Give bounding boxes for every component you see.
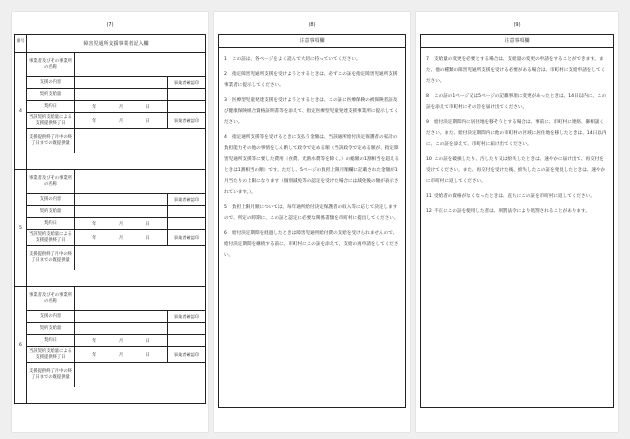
note-number: 9 [426,120,429,125]
stamp-label: 事業者確認印 [167,194,205,205]
label-content: 支援の内容 [27,311,75,322]
value-content[interactable] [75,311,167,322]
value-end-amount[interactable] [75,129,205,153]
block-number: 5 [15,170,27,286]
note-text: 給付決定期間を経過したときは障害児通所給付費の支給を受けられませんので、給付決定期間を継続する前に、市町村にこの証を添えて、支給の再申請をしてください。 [224,231,399,258]
label-content: 支援の内容 [27,77,75,88]
row-amount [27,89,205,101]
note-number: 8 [426,94,429,99]
year-label: 年 [92,104,97,110]
value-contract-date[interactable] [75,218,167,229]
row-content [27,194,205,206]
row-business [27,170,205,194]
row-end-date [27,113,205,129]
row-end-amount [27,129,205,153]
page-number: (8) [308,22,316,28]
notes-header: 注意事項欄 [219,35,405,48]
stamp-cell[interactable] [167,323,205,334]
value-content[interactable] [75,194,167,205]
stamp-cell[interactable] [167,206,205,217]
month-label: 月 [118,104,124,110]
label-contract-date: 契約日 [27,218,75,229]
row-business [27,53,205,77]
label-contract-amount: 契約支給量 [27,323,75,334]
notes-header: 注意事項欄 [421,35,613,48]
note-item [224,95,400,128]
label-end-amount: 支援提供終了月中の終了日までの既提供量 [27,363,75,387]
day-label: 日 [145,118,150,124]
day-label: 日 [145,221,150,227]
label-end-date: 当該契約支給量による支援提供終了日 [27,230,75,245]
table-title: 障害児通所支援事業者記入欄 [83,41,149,47]
block-rows [27,53,205,169]
note-number: 11 [426,194,432,199]
month-label: 月 [118,118,124,124]
row-amount [27,206,205,218]
note-item [224,202,400,224]
note-number: 10 [426,157,432,162]
note-text: 支給量の変更を必要とする場合は、支給量の変更の申請をすることができます。また、他の種類の障害児通所支援を受ける必要がある場合は、市町村に支給申請をしてください。 [426,57,606,84]
note-item [224,132,400,198]
note-text: 指定通所支援等を受けるときに支払う金額は、当該通所給付決定保護者の家計の負担能力その他の事情をしん酌して政令で定める額（当該政令で定める額が、指定障害児通所支援等に要した費用（食費、光熱水費等を除く。）の総額の1割相当を超えるときは1割相当の額）です。ただし、5ページの負担上限月額欄に記載された金額が1月当たりの上限になります（個別減免等の認定を受けた場合には減免後の額が表示されています。）。 [224,135,400,195]
year-label: 年 [92,221,97,227]
note-number: 4 [224,135,227,140]
stamp-label: 事業者確認印 [167,311,205,322]
day-label: 日 [145,235,150,241]
note-text: 不正にこの証を使用した者は、刑罰法令により処罰されることがあります。 [434,209,590,214]
value-end-date[interactable] [75,230,167,245]
month-label: 月 [118,338,124,344]
year-label: 年 [92,235,97,241]
row-business [27,287,205,311]
stamp-cell[interactable] [167,218,205,229]
row-end-amount [27,363,205,387]
note-item [426,91,608,113]
page-7 [12,12,208,432]
label-end-date: 当該契約支給量による支援提供終了日 [27,113,75,128]
block-number: 4 [15,53,27,169]
page-number: (7) [106,22,114,28]
label-end-amount: 支援提供終了月中の終了日までの既提供量 [27,246,75,270]
label-contract-date: 契約日 [27,335,75,346]
entry-block [15,170,205,287]
value-contract-amount[interactable] [75,206,167,217]
label-content: 支援の内容 [27,194,75,205]
note-item [426,54,608,87]
notes-box [218,34,406,408]
month-label: 月 [118,352,124,358]
label-end-amount: 支援提供終了月中の終了日までの既提供量 [27,129,75,153]
label-contract-date: 契約日 [27,101,75,112]
row-end-amount [27,246,205,270]
provider-entry-table [14,34,206,404]
value-contract-date[interactable] [75,101,167,112]
year-label: 年 [92,338,97,344]
label-contract-amount: 契約支給量 [27,206,75,217]
note-text: 受給者の資格がなくなったときは、直ちにこの証を市町村に返してください。 [434,194,595,199]
block-rows [27,170,205,286]
note-text: この証の1ページ又は5ページの記載事項に変更があったときは、14日以内に、この証を添えて市町村にその旨を届け出てください。 [426,94,607,110]
label-end-date: 当該契約支給量による支援提供終了日 [27,347,75,362]
value-end-amount[interactable] [75,246,205,270]
label-business: 事業者及びその事業所の名称 [27,170,75,193]
block-rows [27,287,205,404]
note-item [224,54,400,65]
month-label: 月 [118,235,124,241]
row-end-date [27,230,205,246]
row-amount [27,323,205,335]
entry-block [15,287,205,404]
note-number: 2 [224,72,227,77]
value-contract-amount[interactable] [75,323,167,334]
table-header [15,35,205,53]
note-number: 3 [224,98,227,103]
page-9 [416,12,618,432]
stamp-cell[interactable] [167,335,205,346]
day-label: 日 [145,352,150,358]
note-item [224,69,400,91]
note-item [426,117,608,150]
stamp-label: 事業者確認印 [167,347,205,362]
note-text: 指定障害児通所支援を受けようとするときは、必ずこの証を指定障害児通所支援事業者に提示してください。 [224,72,398,88]
value-end-amount[interactable] [75,363,205,387]
year-label: 年 [92,352,97,358]
value-business[interactable] [75,53,205,76]
month-label: 月 [118,221,124,227]
note-text: 医療型児童発達支援を受けようとするときは、この証に医療保険の被保険者証及び健康保険組合資格証明書等を添えて、指定医療型児童発達支援事業所に提示してください。 [224,98,399,125]
stamp-label: 事業者確認印 [167,113,205,128]
entry-block [15,53,205,170]
note-number: 5 [224,205,227,210]
value-business[interactable] [75,170,205,193]
note-number: 1 [224,57,227,62]
note-number: 6 [224,231,227,236]
row-end-date [27,347,205,363]
page-8 [214,12,410,432]
stamp-cell[interactable] [167,101,205,112]
value-contract-date[interactable] [75,335,167,346]
label-business: 事業者及びその事業所の名称 [27,287,75,310]
label-business: 事業者及びその事業所の名称 [27,53,75,76]
value-end-date[interactable] [75,347,167,362]
stamp-label: 事業者確認印 [167,230,205,245]
number-header: 番号 [15,35,27,52]
label-contract-amount: 契約支給量 [27,89,75,100]
note-item [426,191,608,202]
note-item [224,228,400,261]
value-business[interactable] [75,287,205,310]
year-label: 年 [92,118,97,124]
row-date [27,218,205,230]
row-date [27,335,205,347]
page-number: (9) [513,22,521,28]
day-label: 日 [145,338,150,344]
row-content [27,77,205,89]
note-text: この証を破損したり、汚したり又は紛失したときは、速やかに届け出て、再交付を受けてください。また、再交付を受けた後、紛失したこの証を発見したときは、速やかに市町村に返してください。 [426,157,606,184]
stamp-label: 事業者確認印 [167,77,205,88]
note-item [426,206,608,217]
value-end-date[interactable] [75,113,167,128]
note-text: この証は、各ページをよく読んで大切に持っていてください。 [232,57,361,62]
note-text: 給付決定期間内に居住地を移そうとする場合は、事前に、市町村に連絡、御相談ください。また、給付決定期間内に他の市町村の区域に居住地を移したときは、14日以内に、この証を添えて、市町村に届け出てください。 [426,120,607,147]
value-contract-amount[interactable] [75,89,167,100]
note-number: 12 [426,209,432,214]
note-text: 負担上限月額については、毎年通所給付決定保護者の収入等に応じて決定しますので、所定の時期に、この証と認定に必要な関係書類を市町村に提出してください。 [224,205,399,221]
stamp-cell[interactable] [167,89,205,100]
value-content[interactable] [75,77,167,88]
notes-box [420,34,614,408]
note-item [426,154,608,187]
row-date [27,101,205,113]
row-content [27,311,205,323]
day-label: 日 [145,104,150,110]
block-number: 6 [15,287,27,404]
note-number: 7 [426,57,429,62]
